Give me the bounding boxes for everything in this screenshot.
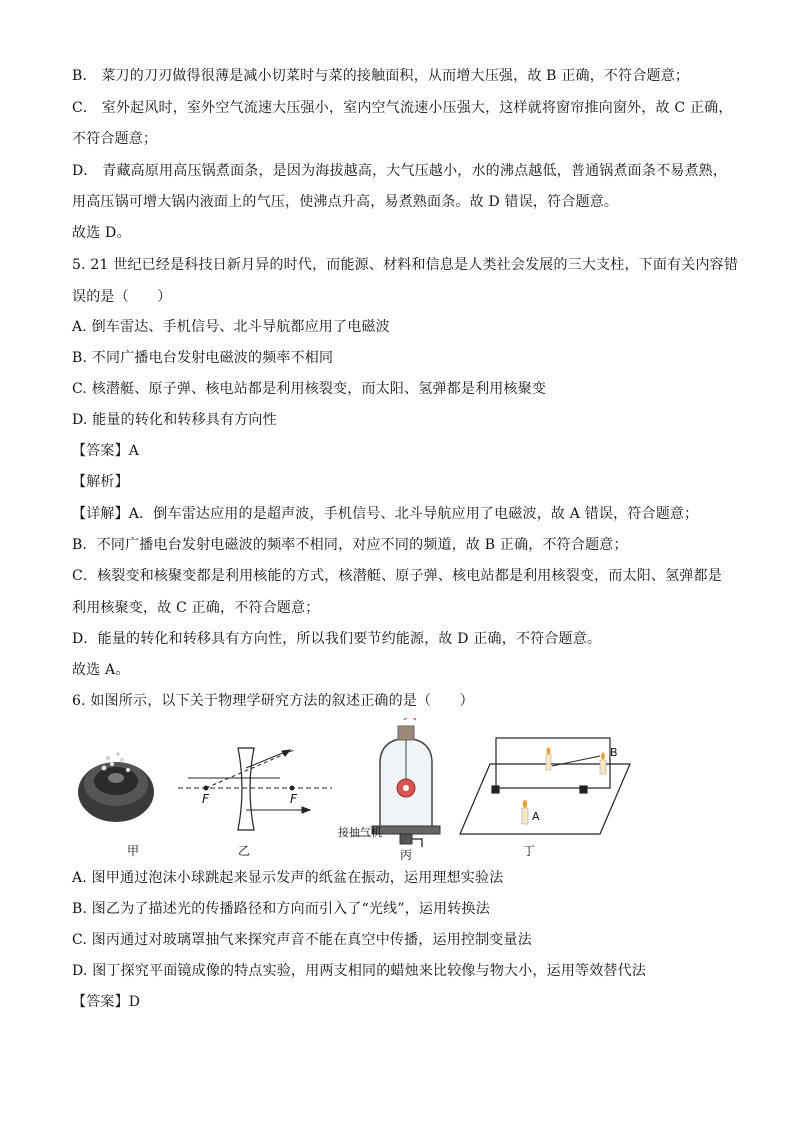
candle-label-b: B [610,746,618,759]
option-b: B. 图乙为了描述光的传播路径和方向而引入了“光线”，运用转换法 [72,901,490,917]
question-6-figure [70,718,670,863]
text-line: D． 青藏高原用高压锅煮面条，是因为海拔越高，大气压越小，水的沸点越低，普通锅煮面条不易煮熟， [72,163,728,179]
caption-jia: 甲 [127,844,140,858]
option-d: D. 能量的转化和转移具有方向性 [72,412,277,428]
lens-diagram [178,748,332,830]
question-5-stem: 误的是（ ） [72,289,172,305]
plane-mirror-setup [460,738,630,834]
focus-label-right: F [290,792,297,806]
option-c: C. 核潜艇、原子弹、核电站都是利用核裂变，而太阳、氢弹都是利用核聚变 [72,381,547,397]
text-line: 不符合题意； [72,131,158,147]
explanation-line: B．不同广播电台发射电磁波的频率不相同，对应不同的频道，故 B 正确，不符合题意； [72,537,628,553]
explanation-line: C．核裂变和核聚变都是利用核能的方式，核潜艇、原子弹、核电站都是利用核裂变，而太阳、氢弹都是 [72,568,722,584]
text-line: 故选 D。 [72,225,131,241]
text-line: C． 室外起风时，室外空气流速大压强小，室内空气流速小压强大，这样就将窗帘推向窗外，故 C 正确， [72,100,733,116]
option-a: A. 图甲通过泡沫小球跳起来显示发声的纸盆在振动，运用理想实验法 [72,870,504,886]
caption-yi: 乙 [238,844,251,858]
caption-ding: 丁 [523,844,536,858]
option-d: D. 图丁探究平面镜成像的特点实验，用两支相同的蜡烛来比较像与物大小，运用等效替代法 [72,963,647,979]
analysis-label: 【解析】 [72,474,129,490]
option-c: C. 图丙通过对玻璃罩抽气来探究声音不能在真空中传播，运用控制变量法 [72,932,532,948]
answer-label: 【答案】D [72,994,141,1010]
explanation-line: D．能量的转化和转移具有方向性，所以我们要节约能源，故 D 正确，不符合题意。 [72,631,602,647]
candle-label-a: A [532,810,540,823]
answer-label: 【答案】A [72,443,140,459]
explanation-line: 利用核聚变，故 C 正确，不符合题意； [72,600,320,616]
focus-label-left: F [202,792,209,806]
question-6-stem: 6. 如图所示，以下关于物理学研究方法的叙述正确的是（ ） [72,693,474,709]
pump-label: 接抽气机 [338,826,382,839]
text-line: B． 菜刀的刀刃做得很薄是减小切菜时与菜的接触面积，从而增大压强，故 B 正确，不符合题意； [72,68,690,84]
option-b: B. 不同广播电台发射电磁波的频率不相同 [72,350,334,366]
explanation-line: 故选 A。 [72,662,130,678]
speaker-illustration [78,752,154,822]
question-5-stem: 5. 21 世纪已经是科技日新月异的时代，而能源、材料和信息是人类社会发展的三大支柱，下面有关内容错 [72,257,739,273]
caption-bing: 丙 [400,848,413,862]
text-line: 用高压锅可增大锅内液面上的气压，使沸点升高，易煮熟面条。故 D 错误，符合题意。 [72,194,619,210]
option-a: A. 倒车雷达、手机信号、北斗导航都应用了电磁波 [72,319,390,335]
explanation-line: 【详解】A．倒车雷达应用的是超声波，手机信号、北斗导航应用了电磁波，故 A 错误，符合题意； [72,506,699,522]
